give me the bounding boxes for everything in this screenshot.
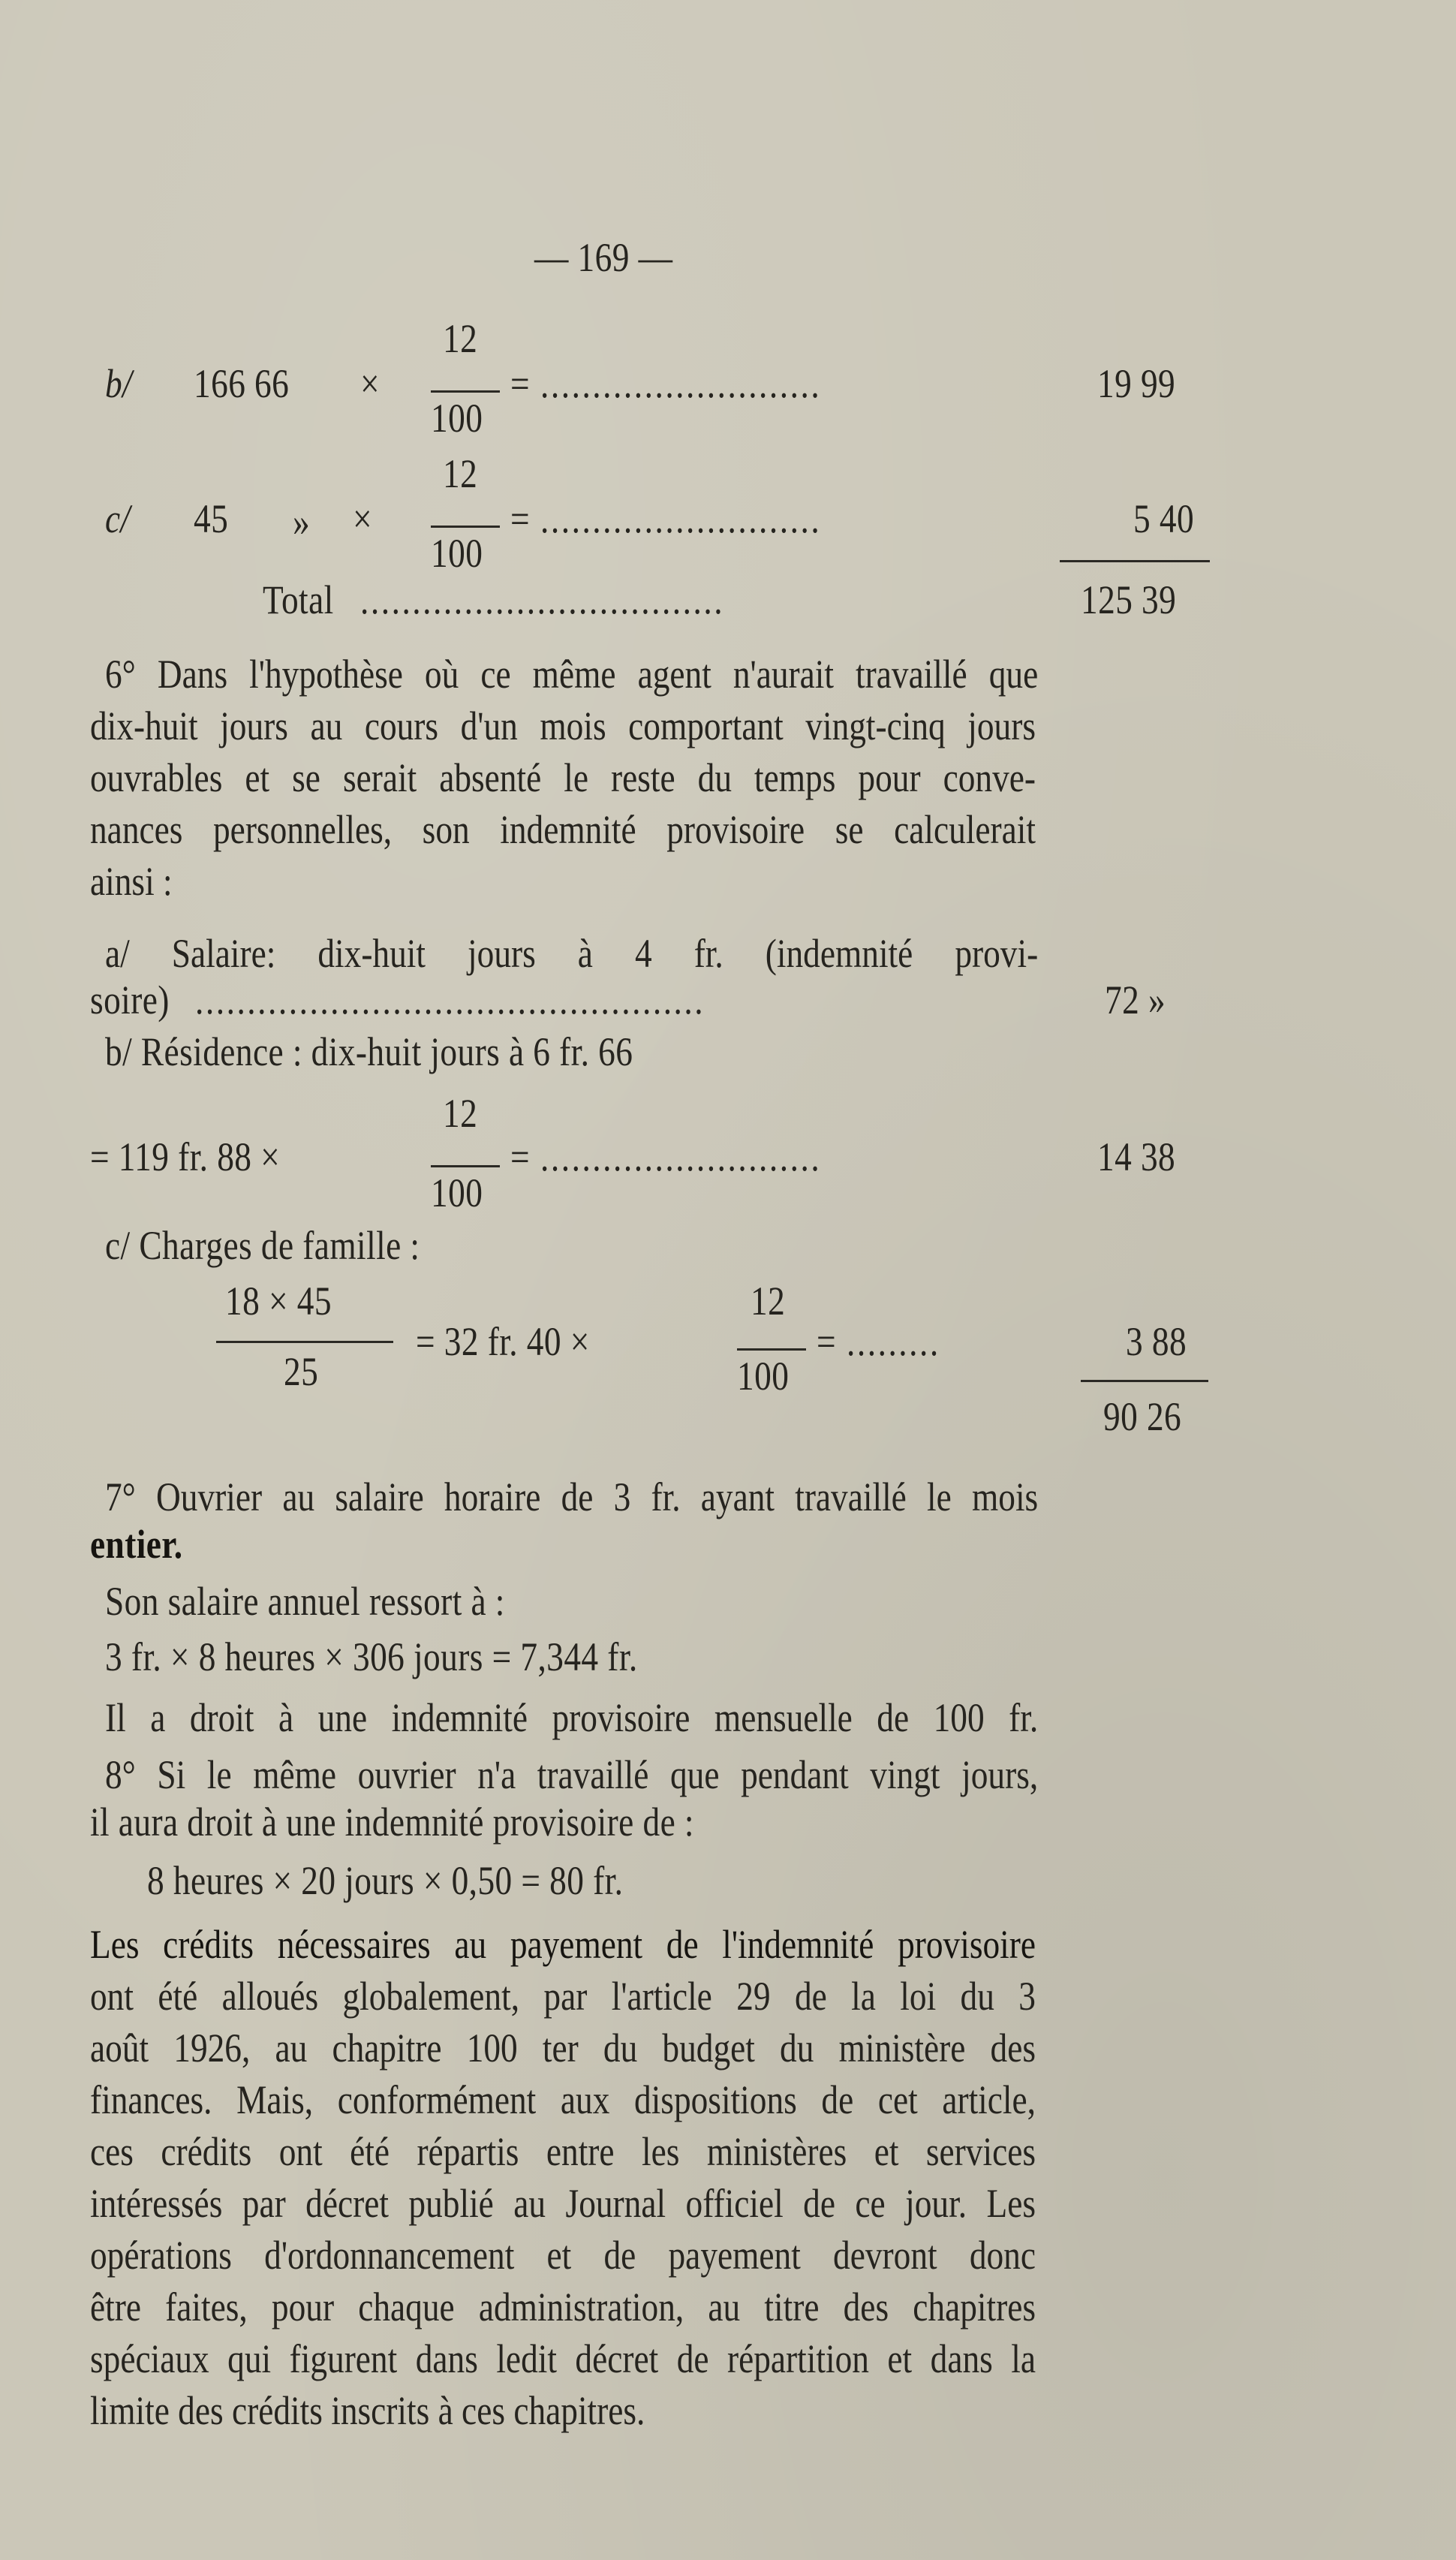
calc2-b-den: 100: [431, 1170, 483, 1215]
salaire-annuel-line: Son salaire annuel ressort à :: [105, 1579, 505, 1624]
para6-line-4: nances personnelles, son indemnité provisoire se calculerait: [90, 807, 1036, 852]
calc2-c-den: 100: [737, 1354, 790, 1399]
calc1-total-value: 125 39: [1081, 577, 1177, 622]
final-para-line-3: août 1926, au chapitre 100 ter du budget du ministère des: [90, 2025, 1036, 2071]
page-number: — 169 —: [534, 235, 673, 280]
calc1-b-times: ×: [360, 361, 381, 406]
calc1-total-leader: ...................................: [360, 577, 725, 622]
final-para-line-6: intéressés par décret publié au Journal officiel de ce jour. Les: [90, 2181, 1036, 2226]
calc2-c-leader: .........: [847, 1319, 940, 1364]
calc2-b-prefix: = 119 fr. 88 ×: [90, 1134, 281, 1179]
final-para-line-8: être faites, pour chaque administration, au titre des chapitres: [90, 2284, 1036, 2330]
calc2-total-rule: [1081, 1380, 1208, 1382]
calc1-c-den: 100: [431, 531, 483, 576]
calc2-a-line1: a/ Salaire: dix-huit jours à 4 fr. (indemnité provi-: [105, 931, 1039, 976]
calc1-c-num: 12: [443, 451, 478, 496]
calc2-c-eq: =: [817, 1319, 838, 1364]
final-para-line-2: ont été alloués globalement, par l'article 29 de la loi du 3: [90, 1974, 1036, 2019]
para8-line-1: 8° Si le même ouvrier n'a travaillé que pendant vingt jours,: [105, 1752, 1039, 1797]
calc2-c-value: 3 88: [1126, 1319, 1187, 1364]
calc2-a-line2: soire): [90, 977, 170, 1022]
para7-line-1: 7° Ouvrier au salaire horaire de 3 fr. ayant travaillé le mois: [105, 1474, 1039, 1519]
calc2-b-num: 12: [443, 1091, 478, 1136]
final-para-line-10: limite des crédits inscrits à ces chapitres.: [90, 2388, 645, 2433]
calc1-b-result: 19 99: [1097, 361, 1176, 406]
calc1-total-label: Total: [263, 577, 334, 622]
calc2-c-big-fraction-bar: [216, 1341, 393, 1343]
calc1-b-label: b/: [105, 361, 133, 406]
calc2-a-value: 72 »: [1105, 977, 1166, 1022]
calc1-b-num: 12: [443, 316, 478, 361]
calc1-c-amount: 45: [194, 496, 229, 541]
calc2-b-fraction-bar: [431, 1165, 500, 1167]
calc1-b-fraction-bar: [431, 390, 500, 393]
calc1-c-label: c/: [105, 496, 131, 541]
final-para-line-7: opérations d'ordonnancement et de payement devront donc: [90, 2233, 1036, 2278]
final-para-line-1: Les crédits nécessaires au payement de l'indemnité provisoire: [90, 1922, 1036, 1967]
calc1-b-den: 100: [431, 396, 483, 441]
indemnite-mensuelle-line: Il a droit à une indemnité provisoire mensuelle de 100 fr.: [105, 1695, 1039, 1740]
calc1-c-eq: =: [510, 496, 532, 541]
calc2-b-eq: =: [510, 1134, 532, 1179]
calc1-b-eq: =: [510, 361, 532, 406]
para6-line-2: dix-huit jours au cours d'un mois comportant vingt-cinq jours: [90, 703, 1036, 748]
para8-calc-line: 8 heures × 20 jours × 0,50 = 80 fr.: [147, 1858, 624, 1903]
calc1-c-times: ×: [353, 496, 373, 541]
calc2-c-frac-den: 25: [284, 1349, 319, 1394]
calc2-c-num: 12: [751, 1278, 786, 1324]
calc2-a-leader: .................................................: [195, 977, 705, 1022]
para6-line-3: ouvrables et se serait absenté le reste du temps pour conve-: [90, 755, 1036, 800]
calc1-c-ditto: »: [293, 499, 311, 544]
calc2-b-value: 14 38: [1097, 1134, 1176, 1179]
calc2-b-leader: ...........................: [540, 1134, 822, 1179]
para7-line-2: entier.: [90, 1522, 183, 1567]
calc2-c-fraction-bar: [737, 1348, 806, 1351]
final-para-line-9: spéciaux qui figurent dans ledit décret de répartition et dans la: [90, 2336, 1036, 2381]
final-para-line-5: ces crédits ont été répartis entre les ministères et services: [90, 2129, 1036, 2174]
calc1-c-result: 5 40: [1133, 496, 1195, 541]
calc1-b-leader: ...........................: [540, 361, 822, 406]
calc1-c-leader: ...........................: [540, 496, 822, 541]
calc2-total-value: 90 26: [1103, 1394, 1182, 1439]
calc2-b-line1: b/ Résidence : dix-huit jours à 6 fr. 66: [105, 1029, 633, 1074]
salaire-calc-line: 3 fr. × 8 heures × 306 jours = 7,344 fr.: [105, 1634, 638, 1679]
final-para-line-4: finances. Mais, conformément aux dispositions de cet article,: [90, 2077, 1036, 2122]
calc2-c-line1: c/ Charges de famille :: [105, 1223, 420, 1268]
calc2-c-frac-num: 18 × 45: [225, 1278, 332, 1324]
calc1-total-rule: [1060, 560, 1210, 562]
para6-line-1: 6° Dans l'hypothèse où ce même agent n'aurait travaillé que: [105, 652, 1039, 697]
para8-line-2: il aura droit à une indemnité provisoire de :: [90, 1800, 694, 1845]
calc1-b-amount: 166 66: [194, 361, 290, 406]
calc1-c-fraction-bar: [431, 526, 500, 528]
para6-line-5: ainsi :: [90, 859, 173, 904]
calc2-c-mid: = 32 fr. 40 ×: [416, 1319, 590, 1364]
